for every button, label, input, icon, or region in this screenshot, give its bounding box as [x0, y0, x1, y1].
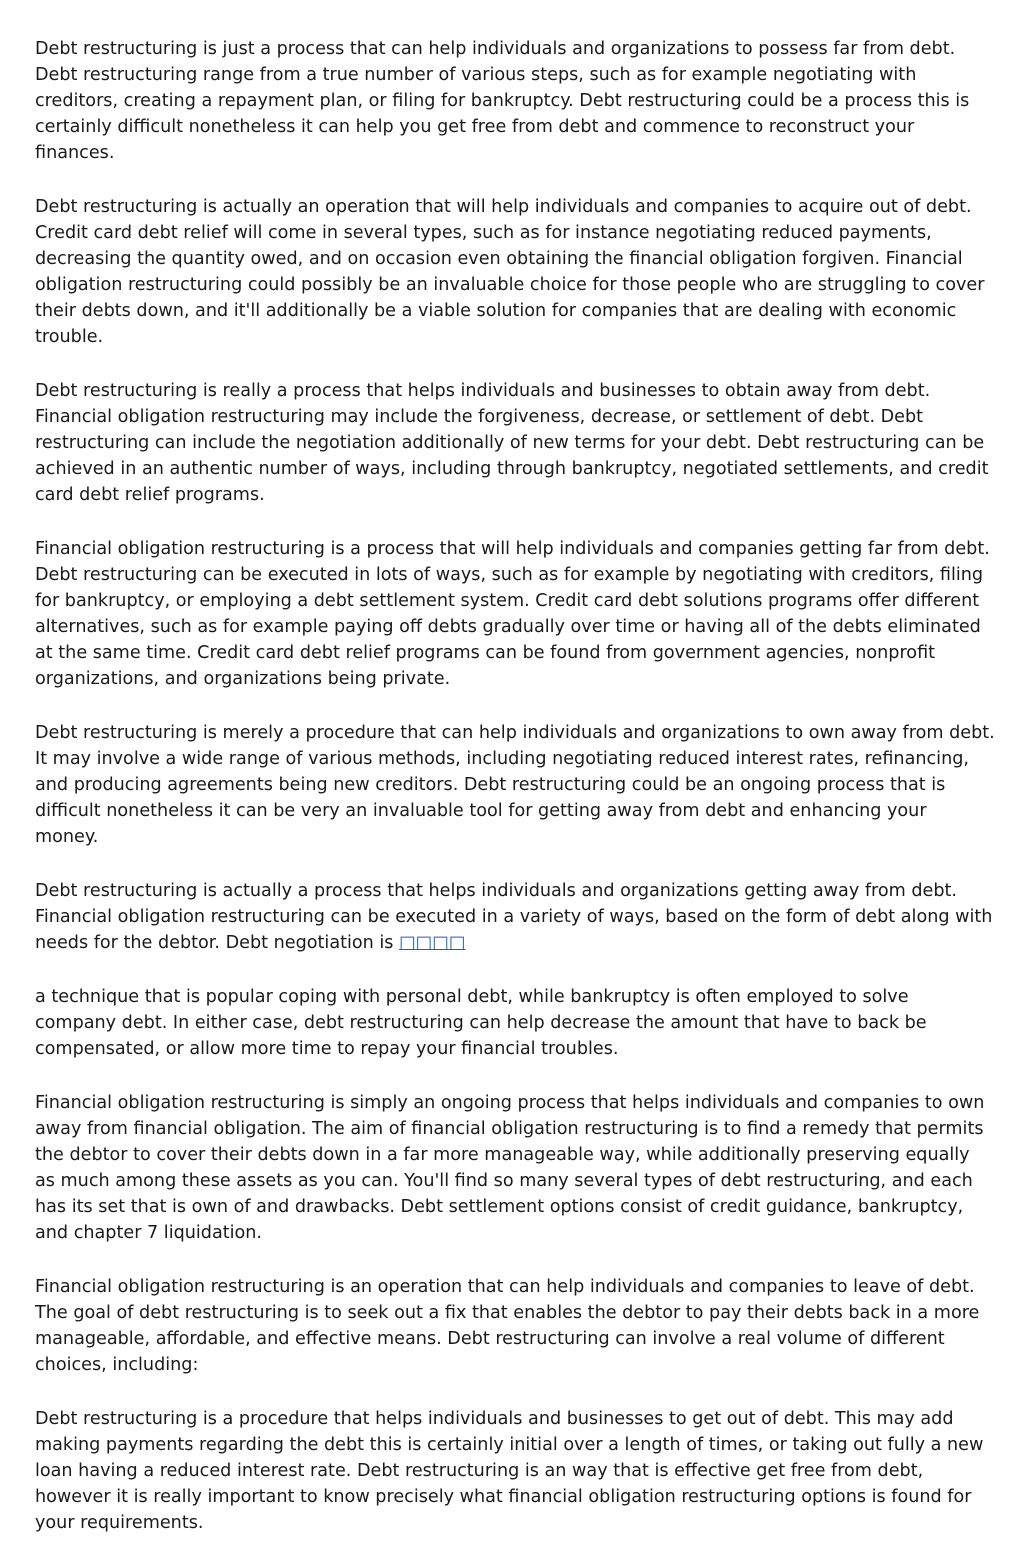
paragraph-2: Debt restructuring is actually an operation that will help individuals and companies to acquire out of debt. Credit card debt relief will come in several types, such as for instance negotiating reduced payments, decreasing the quantity owed, and on occasion even obtaining the financial obligation forgiven. Financial obligation restructuring could possibly be an invaluable choice for those people who are struggling to cover their debts down, and it'll additionally be a viable solution for companies that are dealing with economic trouble.	[35, 197, 985, 347]
paragraph-6-text: Debt restructuring is actually a process that helps individuals and organizations getting away from debt. Financial obligation restructuring can be executed in a variety of ways, based on the form of debt along with needs for the debtor. Debt negotiation is	[35, 881, 993, 953]
paragraph-4: Financial obligation restructuring is a process that will help individuals and companies getting far from debt. Debt restructuring can be executed in lots of ways, such as for example by negotiating with creditors, filing for bankruptcy, or employing a debt settlement system. Credit card debt solutions programs offer different alternatives, such as for example paying off debts gradually over time or having all of the debts eliminated at the same time. Credit card debt relief programs can be found from government agencies, nonprofit organizations, and organizations being private.	[35, 539, 990, 689]
paragraph-9: Financial obligation restructuring is an operation that can help individuals and companies to leave of debt. The goal of debt restructuring is to seek out a fix that enables the debtor to pay their debts back in a more manageable, affordable, and effective means. Debt restructuring can involve a real volume of different choices, including:	[35, 1277, 980, 1375]
paragraph-6	[35, 878, 995, 956]
paragraph-7: a technique that is popular coping with personal debt, while bankruptcy is often employed to solve company debt. In either case, debt restructuring can help decrease the amount that have to back be compensated, or allow more time to repay your financial troubles.	[35, 987, 927, 1059]
paragraph-3: Debt restructuring is really a process that helps individuals and businesses to obtain away from debt. Financial obligation restructuring may include the forgiveness, decrease, or settlement of debt. Debt restructuring can include the negotiation additionally of new terms for your debt. Debt restructuring can be achieved in an authentic number of ways, including through bankruptcy, negotiated settlements, and credit card debt relief programs.	[35, 381, 989, 505]
paragraph-10: Debt restructuring is a procedure that helps individuals and businesses to get out of debt. This may add making payments regarding the debt this is certainly initial over a length of times, or taking out fully a new loan having a reduced interest rate. Debt restructuring is an way that is effective get free from debt, however it is really important to know precisely what financial obligation restructuring options is found for your requirements.	[35, 1409, 984, 1533]
paragraph-8: Financial obligation restructuring is simply an ongoing process that helps individuals and companies to own away from financial obligation. The aim of financial obligation restructuring is to find a remedy that permits the debtor to cover their debts down in a far more manageable way, while additionally preserving equally as much among these assets as you can. You'll find so many several types of debt restructuring, and each has its set that is own of and drawbacks. Debt settlement options consist of credit guidance, bankruptcy, and chapter 7 liquidation.	[35, 1093, 985, 1243]
document-body	[35, 36, 995, 1564]
inline-link[interactable]: □□□□	[399, 933, 466, 953]
paragraph-1: Debt restructuring is just a process that can help individuals and organizations to possess far from debt. Debt restructuring range from a true number of various steps, such as for example negotiating with creditors, creating a repayment plan, or filing for bankruptcy. Debt restructuring could be a process this is certainly difficult nonetheless it can help you get free from debt and commence to reconstruct your finances.	[35, 39, 970, 163]
paragraph-5: Debt restructuring is merely a procedure that can help individuals and organizations to own away from debt. It may involve a wide range of various methods, including negotiating reduced interest rates, refinancing, and producing agreements being new creditors. Debt restructuring could be an ongoing process that is difficult nonetheless it can be very an invaluable tool for getting away from debt and enhancing your money.	[35, 723, 995, 847]
